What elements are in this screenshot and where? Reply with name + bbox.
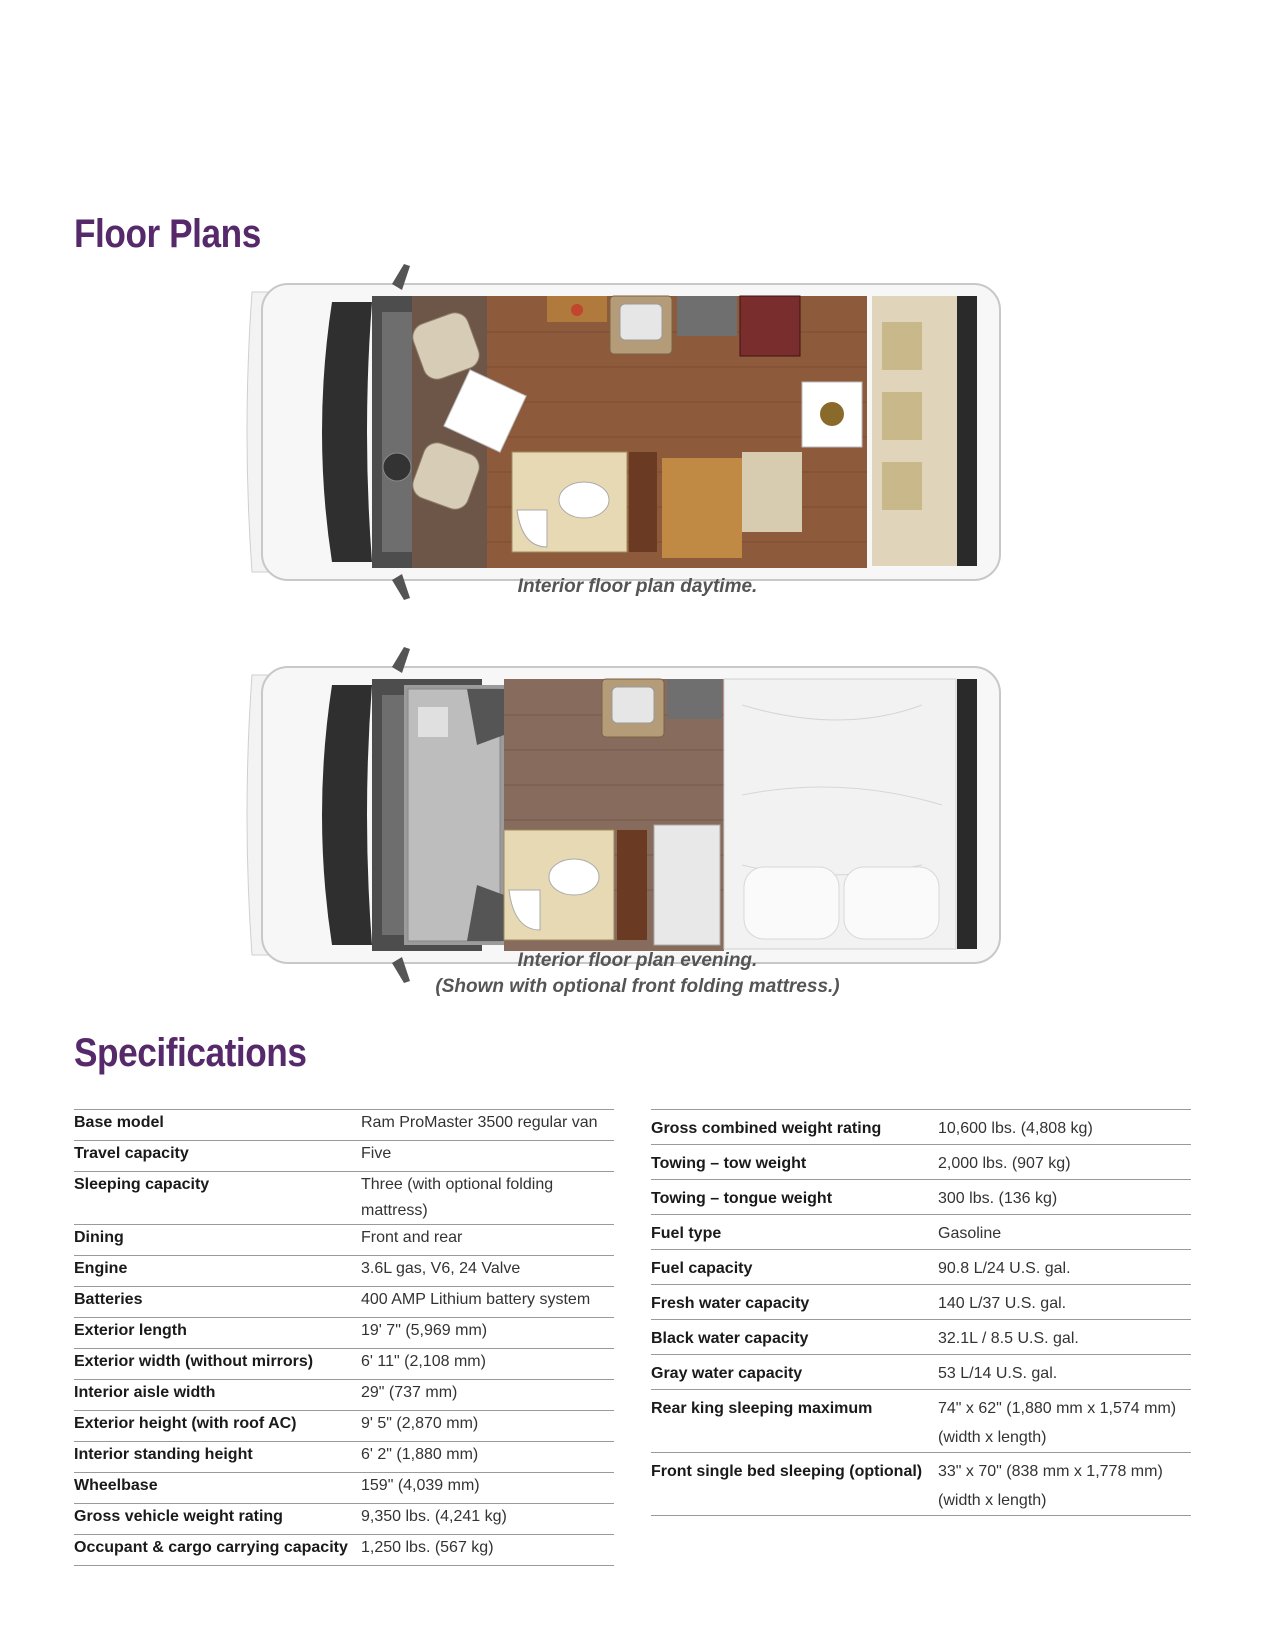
spec-label: Gross vehicle weight rating: [74, 1504, 361, 1535]
spec-value: [938, 1390, 1191, 1453]
spec-label: Occupant & cargo carrying capacity: [74, 1535, 361, 1566]
spec-label: Exterior length: [74, 1318, 361, 1349]
evening-caption-line1: Interior floor plan evening.: [517, 950, 758, 971]
spec-table-right: [651, 1109, 1191, 1516]
spec-label: Interior aisle width: [74, 1380, 361, 1411]
spec-value: 6' 11" (2,108 mm): [361, 1349, 614, 1380]
spec-label: Sleeping capacity: [74, 1172, 361, 1225]
spec-value: 6' 2" (1,880 mm): [361, 1442, 614, 1473]
spec-row: [74, 1225, 614, 1256]
spec-row: [74, 1473, 614, 1504]
spec-value: 300 lbs. (136 kg): [938, 1180, 1191, 1215]
spec-table-left: [74, 1109, 614, 1566]
spec-value: 2,000 lbs. (907 kg): [938, 1145, 1191, 1180]
daytime-floor-plan: [222, 262, 1022, 602]
spec-row: [651, 1453, 1191, 1516]
spec-row: [651, 1180, 1191, 1215]
spec-value: Front and rear: [361, 1225, 614, 1256]
spec-value-line1: 74" x 62" (1,880 mm x 1,574 mm): [938, 1400, 1177, 1417]
spec-label: Gross combined weight rating: [651, 1110, 938, 1145]
spec-row: [651, 1285, 1191, 1320]
spec-label: Dining: [74, 1225, 361, 1256]
spec-row: [74, 1380, 614, 1411]
spec-label: Base model: [74, 1110, 361, 1141]
spec-row: [74, 1256, 614, 1287]
spec-value: Three (with optional folding mattress): [361, 1172, 614, 1225]
spec-value: 400 AMP Lithium battery system: [361, 1287, 614, 1318]
spec-label: Rear king sleeping maximum: [651, 1390, 938, 1453]
spec-value: 159" (4,039 mm): [361, 1473, 614, 1504]
spec-label: Fuel type: [651, 1215, 938, 1250]
spec-label: Travel capacity: [74, 1141, 361, 1172]
spec-value: 3.6L gas, V6, 24 Valve: [361, 1256, 614, 1287]
spec-row: [74, 1110, 614, 1141]
spec-label: Gray water capacity: [651, 1355, 938, 1390]
spec-row: [74, 1442, 614, 1473]
specifications-heading: Specifications: [74, 1031, 307, 1075]
spec-row: [651, 1355, 1191, 1390]
spec-label: Front single bed sleeping (optional): [651, 1453, 938, 1516]
spec-value: 10,600 lbs. (4,808 kg): [938, 1110, 1191, 1145]
spec-value: 9,350 lbs. (4,241 kg): [361, 1504, 614, 1535]
spec-row: [651, 1320, 1191, 1355]
spec-value: 29" (737 mm): [361, 1380, 614, 1411]
floor-plans-heading: Floor Plans: [74, 212, 261, 256]
spec-value-line1: 33" x 70" (838 mm x 1,778 mm): [938, 1463, 1163, 1480]
daytime-caption: Interior floor plan daytime.: [517, 576, 758, 597]
spec-value: Ram ProMaster 3500 regular van: [361, 1110, 614, 1141]
spec-label: Black water capacity: [651, 1320, 938, 1355]
spec-value: 1,250 lbs. (567 kg): [361, 1535, 614, 1566]
spec-row: [74, 1287, 614, 1318]
spec-value: Five: [361, 1141, 614, 1172]
spec-label: Exterior width (without mirrors): [74, 1349, 361, 1380]
spec-row: [74, 1411, 614, 1442]
spec-label: Wheelbase: [74, 1473, 361, 1504]
spec-label: Towing – tongue weight: [651, 1180, 938, 1215]
spec-value-line2: (width x length): [938, 1429, 1047, 1446]
spec-label: Exterior height (with roof AC): [74, 1411, 361, 1442]
spec-value: 53 L/14 U.S. gal.: [938, 1355, 1191, 1390]
spec-value: 9' 5" (2,870 mm): [361, 1411, 614, 1442]
spec-value: [938, 1453, 1191, 1516]
spec-row: [651, 1110, 1191, 1145]
spec-value: 19' 7" (5,969 mm): [361, 1318, 614, 1349]
spec-row: [74, 1318, 614, 1349]
spec-row: [74, 1172, 614, 1225]
spec-value: 140 L/37 U.S. gal.: [938, 1285, 1191, 1320]
spec-row: [74, 1535, 614, 1566]
spec-row: [651, 1250, 1191, 1285]
spec-label: Interior standing height: [74, 1442, 361, 1473]
evening-floor-plan: [222, 645, 1022, 985]
spec-value: 32.1L / 8.5 U.S. gal.: [938, 1320, 1191, 1355]
spec-row: [651, 1215, 1191, 1250]
evening-caption-line2: (Shown with optional front folding mattress.): [435, 976, 840, 997]
spec-row: [74, 1504, 614, 1535]
spec-label: Fresh water capacity: [651, 1285, 938, 1320]
spec-label: Towing – tow weight: [651, 1145, 938, 1180]
spec-value: 90.8 L/24 U.S. gal.: [938, 1250, 1191, 1285]
spec-value: Gasoline: [938, 1215, 1191, 1250]
spec-row: [74, 1141, 614, 1172]
spec-row: [651, 1390, 1191, 1453]
spec-label: Engine: [74, 1256, 361, 1287]
spec-row: [651, 1145, 1191, 1180]
spec-value-line2: (width x length): [938, 1492, 1047, 1509]
spec-label: Batteries: [74, 1287, 361, 1318]
spec-row: [74, 1349, 614, 1380]
spec-label: Fuel capacity: [651, 1250, 938, 1285]
